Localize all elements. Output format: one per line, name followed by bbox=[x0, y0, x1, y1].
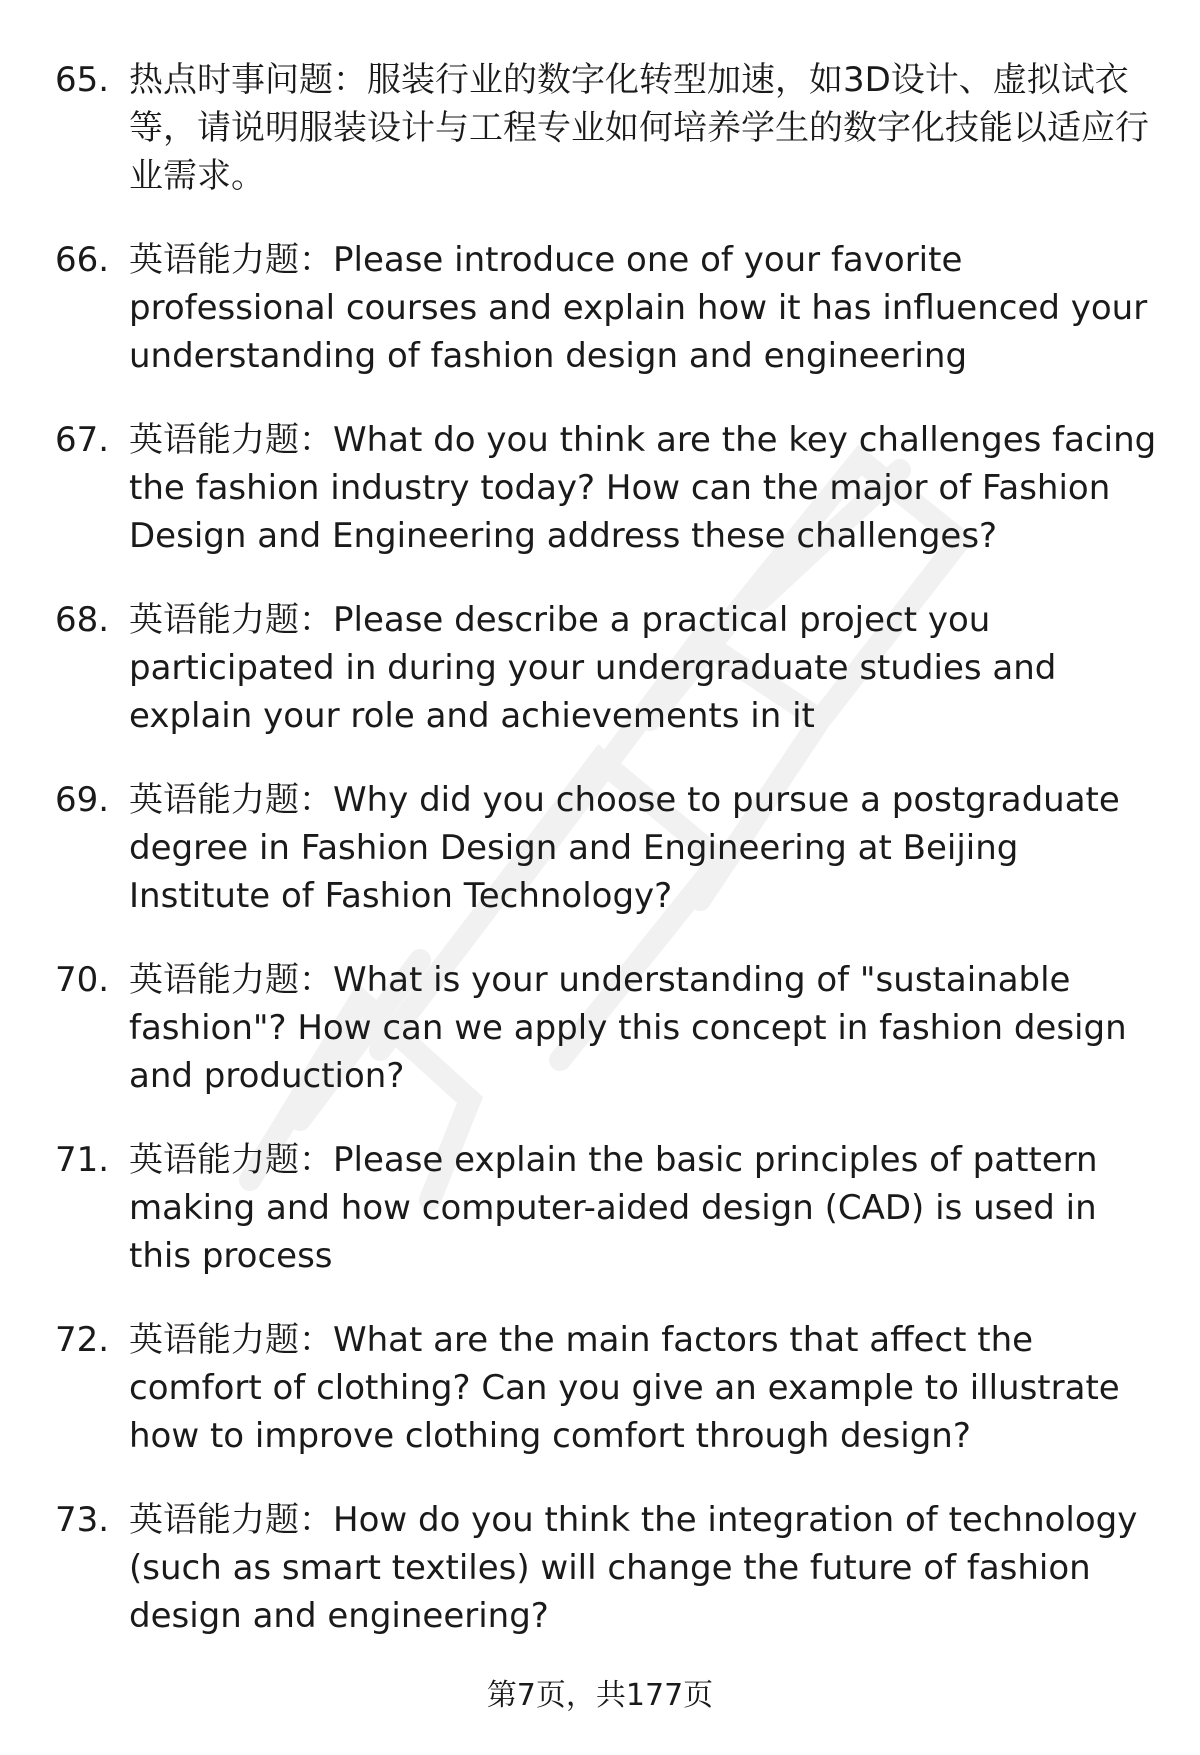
question-text: 英语能力题：Please introduce one of your favorite professional courses and explain how it has influenced your understanding of fashion design and engineering bbox=[129, 240, 1148, 376]
question-item bbox=[55, 1136, 1165, 1280]
question-number: 70. bbox=[55, 960, 110, 1000]
question-item bbox=[55, 956, 1165, 1100]
question-text: 热点时事问题：服装行业的数字化转型加速，如3D设计、虚拟试衣等，请说明服装设计与工程专业如何培养学生的数字化技能以适应行业需求。 bbox=[129, 60, 1149, 196]
question-item bbox=[55, 416, 1165, 560]
question-number: 65. bbox=[55, 60, 110, 100]
question-number: 73. bbox=[55, 1500, 110, 1540]
question-text: 英语能力题：What are the main factors that affect the comfort of clothing? Can you give an example to illustrate how to improve clothing comfort through design? bbox=[129, 1320, 1120, 1456]
question-text: 英语能力题：Please describe a practical project you participated in during your undergraduate studies and explain your role and achievements in it bbox=[129, 600, 1057, 736]
question-number: 68. bbox=[55, 600, 110, 640]
question-list bbox=[55, 56, 1165, 1676]
question-text: 英语能力题：Why did you choose to pursue a postgraduate degree in Fashion Design and Engineering at Beijing Institute of Fashion Technology? bbox=[129, 780, 1120, 916]
question-text: 英语能力题：How do you think the integration of technology (such as smart textiles) will change the future of fashion design and engineering? bbox=[129, 1500, 1138, 1636]
question-text: 英语能力题：What do you think are the key challenges facing the fashion industry today? How can the major of Fashion Design and Engineering address these challenges? bbox=[129, 420, 1157, 556]
page-number-label: 第7页，共177页 bbox=[486, 1678, 714, 1713]
question-text: 英语能力题：What is your understanding of "sustainable fashion"? How can we apply this concept in fashion design and production? bbox=[129, 960, 1127, 1096]
question-item bbox=[55, 236, 1165, 380]
question-number: 67. bbox=[55, 420, 110, 460]
question-item bbox=[55, 56, 1165, 200]
question-item bbox=[55, 596, 1165, 740]
question-number: 69. bbox=[55, 780, 110, 820]
question-text: 英语能力题：Please explain the basic principles of pattern making and how computer-aided design (CAD) is used in this process bbox=[129, 1140, 1098, 1276]
question-number: 72. bbox=[55, 1320, 110, 1360]
page-footer bbox=[0, 1676, 1200, 1716]
question-item bbox=[55, 776, 1165, 920]
question-number: 71. bbox=[55, 1140, 110, 1180]
question-item bbox=[55, 1496, 1165, 1640]
question-item bbox=[55, 1316, 1165, 1460]
question-number: 66. bbox=[55, 240, 110, 280]
